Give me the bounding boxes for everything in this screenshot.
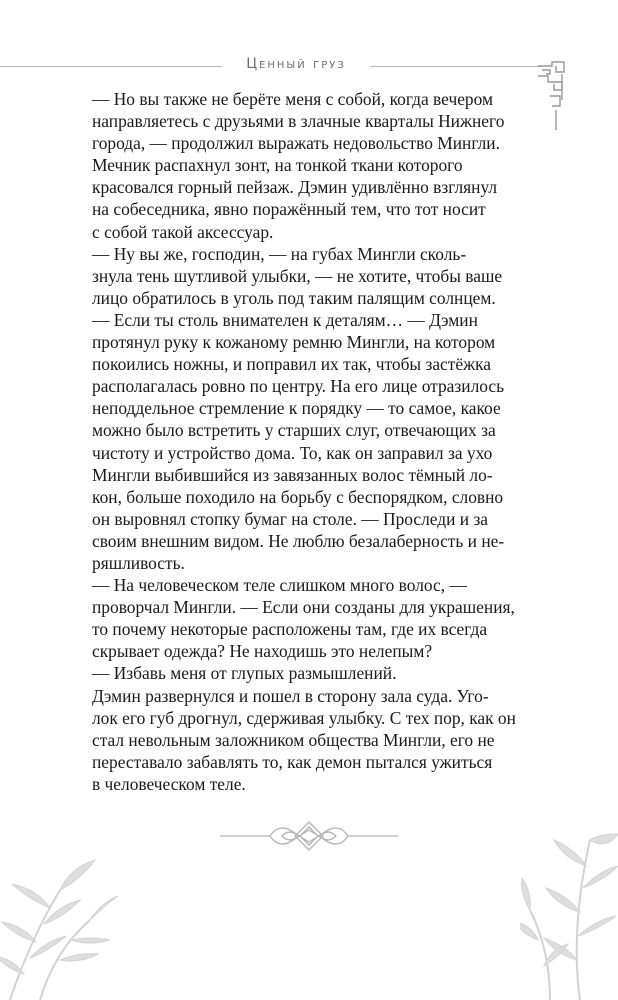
text-line: Дэмин развернулся и пошел в сторону зала суда. Уго-	[92, 685, 489, 706]
text-line: стал невольным заложником общества Мингли, его не	[92, 729, 495, 750]
leaf-decoration-left-icon	[0, 850, 120, 1000]
text-line: лок его губ дрогнул, сдерживая улыбку. С тех пор, как он	[92, 707, 516, 728]
header-rule-left	[0, 66, 222, 67]
knot-ornament-icon	[220, 816, 398, 856]
text-line: располагалась ровно по центру. На его лице отразилось	[92, 376, 505, 397]
corner-fretwork-icon	[538, 60, 618, 130]
leaf-decoration-right-icon	[520, 830, 618, 1000]
text-line: то почему некоторые расположены там, где их всегда	[92, 619, 488, 640]
text-line: знула тень шутливой улыбки, — не хотите, чтобы ваше	[92, 265, 503, 286]
text-line: чистоту и устройство дома. То, как он заправил за ухо	[92, 442, 493, 463]
text-line: — Ну вы же, господин, — на губах Мингли сколь-	[92, 243, 467, 264]
text-line: на собеседника, явно поражённый тем, что тот носит	[92, 199, 486, 220]
text-line: протянул руку к кожаному ремню Мингли, на котором	[92, 332, 496, 353]
text-line: скрывает одежда? Не находишь это нелепым?	[92, 641, 433, 662]
text-line: — Если ты столь внимателен к деталям… — Дэмин	[92, 309, 478, 330]
text-line: можно было встретить у старших слуг, отвечающих за	[92, 420, 496, 441]
text-line: красовался горный пейзаж. Дэмин удивлённо взглянул	[92, 177, 498, 198]
text-line: города, — продолжил выражать недовольство Мингли.	[92, 133, 500, 154]
text-line: — Но вы также не берёте меня с собой, когда вечером	[92, 89, 493, 109]
text-line: в человеческом теле.	[92, 773, 246, 794]
text-line: — Избавь меня от глупых размышлений.	[92, 663, 397, 684]
text-line: направляетесь с друзьями в злачные кварталы Нижнего	[92, 111, 505, 132]
text-line: с собой такой аксессуар.	[92, 221, 274, 242]
running-title: Ценный груз	[246, 56, 346, 72]
text-line: — На человеческом теле слишком много волос, —	[92, 575, 467, 596]
text-line: переставало забавлять то, как демон пытался ужиться	[92, 751, 493, 772]
text-line: своим внешним видом. Не люблю безалаберность и не-	[92, 530, 505, 551]
text-line: проворчал Мингли. — Если они созданы для украшения,	[92, 597, 515, 618]
text-line: ряшливость.	[92, 552, 185, 573]
text-line: неподдельное стремление к порядку — то самое, какое	[92, 398, 501, 419]
text-line: Мечник распахнул зонт, на тонкой ткани которого	[92, 155, 463, 176]
header-rule-right	[370, 66, 542, 67]
text-line: покоились ножны, и поправил их так, чтобы застёжка	[92, 354, 492, 375]
body-text	[92, 88, 536, 795]
text-line: кон, больше походило на борьбу с беспорядком, словно	[92, 486, 504, 507]
text-line: лицо обратилось в уголь под таким палящим солнцем.	[92, 287, 496, 308]
text-line: он выровнял стопку бумаг на столе. — Проследи и за	[92, 508, 489, 529]
text-line: Мингли выбившийся из завязанных волос тёмный ло-	[92, 464, 493, 485]
